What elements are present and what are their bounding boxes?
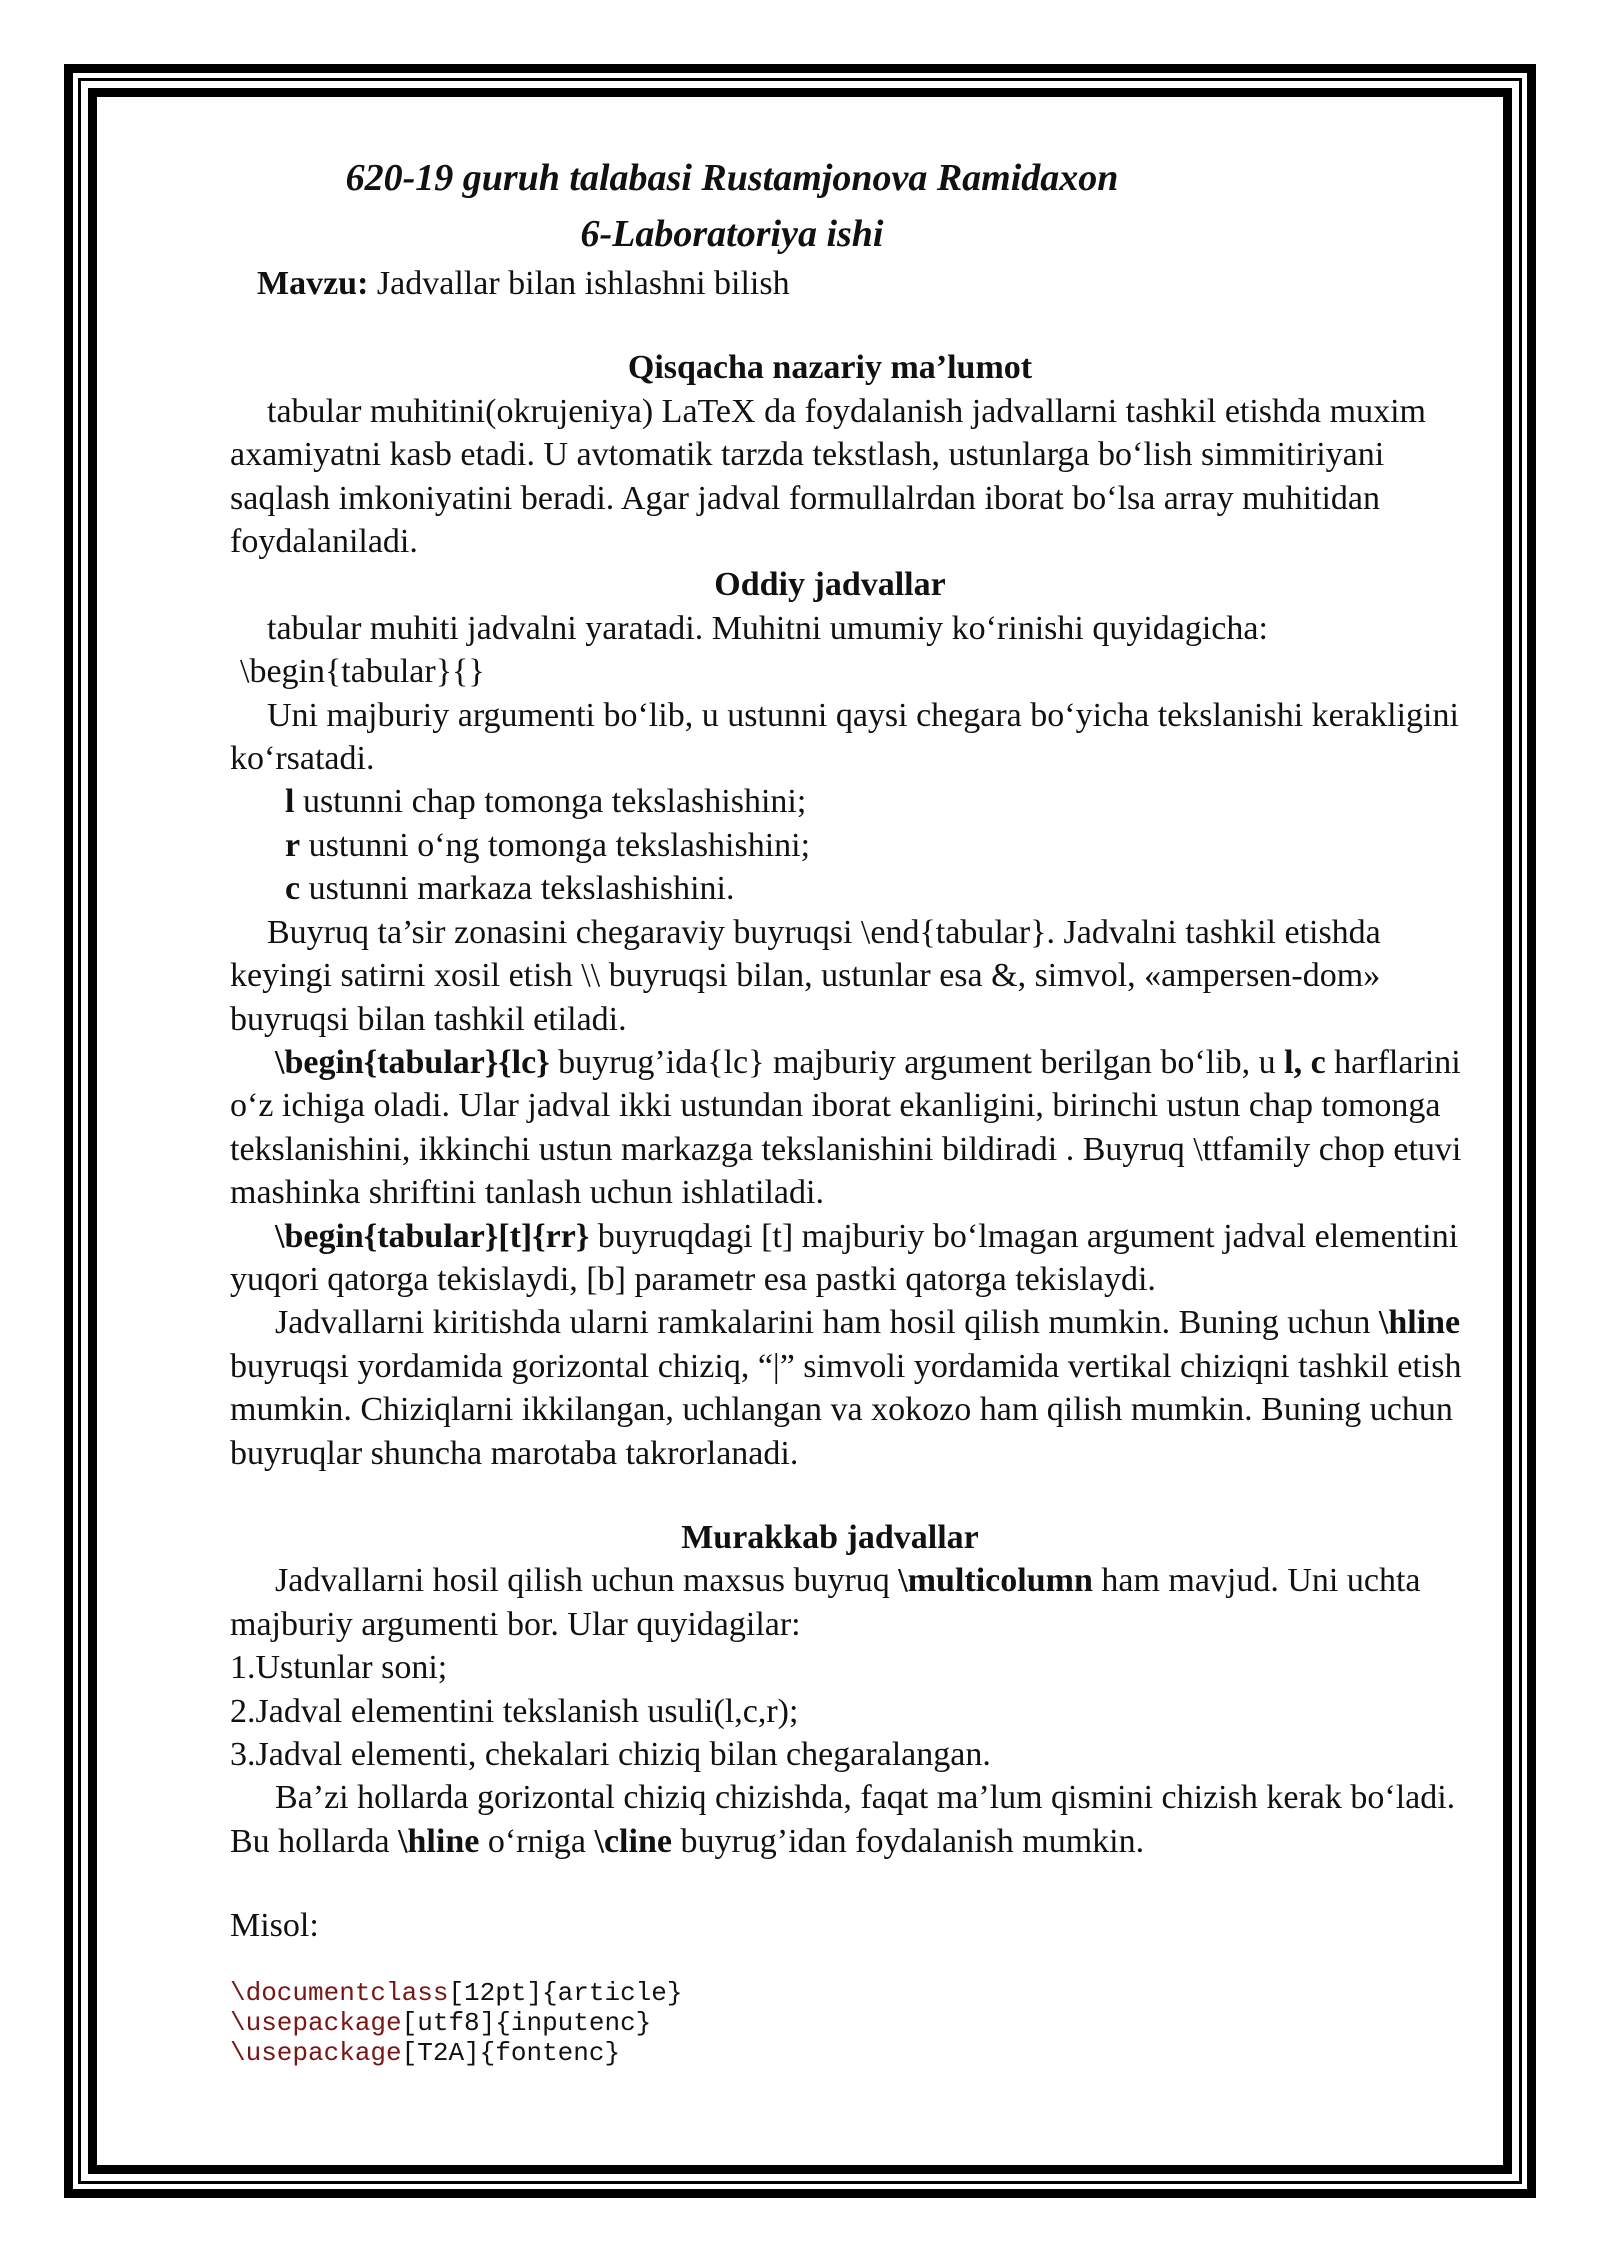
simple-paragraph-1: tabular muhiti jadvalni yaratadi. Muhitni umumiy ko‘rinishi quyidagicha: xyxy=(267,609,1268,647)
topic-text: Jadvallar bilan ishlashni bilish xyxy=(368,265,790,302)
theory-paragraph: tabular muhitini(okrujeniya) LaTeX da foydalanish jadvallarni tashkil etishda muxim axamiyatni kasb etadi. U avtomatik tarzda tekstlash, ustunlarga bo‘lish simmitiriyani saqlash imkoniyatini beradi. Agar jadval formullalrdan iborat bo‘lsa array muhitidan foydalaniladi. xyxy=(230,392,1426,561)
simple-paragraph-3: Buyruq ta’sir zonasini chegaraviy buyruqsi \end{tabular}. Jadvalni tashkil etishda keyingi satirni xosil etish \\ buyruqsi bilan, ustunlar esa &, simvol, «ampersen-dom» buyruqsi bilan tashkil etiladi. xyxy=(230,913,1381,1038)
document-body xyxy=(230,150,1480,2068)
simple-paragraph-2: Uni majburiy argumenti bo‘lib, u ustunni qaysi chegara bo‘yicha tekslanishi kerakligini ko‘rsatadi. xyxy=(230,696,1459,778)
code-block xyxy=(230,1978,1480,2068)
numbered-item: 3.Jadval elementi, chekalari chiziq bilan chegaralangan. xyxy=(230,1736,991,1773)
numbered-item: 1.Ustunlar soni; xyxy=(230,1649,448,1687)
list-item: l ustunni chap tomonga tekslashishini; xyxy=(285,783,807,821)
code-line: \usepackage[utf8]{inputenc} xyxy=(230,2007,652,2038)
simple-paragraph-6: Jadvallarni kiritishda ularni ramkalarini ham hosil qilish mumkin. Buning uchun \hline buyruqsi yordamida gorizontal chiziq, “|” simvoli yordamida vertikal chiziqni tashkil etish mumkin. Chiziqlarni ikkilangan, uchlangan va xokozo ham qilish mumkin. Buning uchun buyruqlar shuncha marotaba takrorlanadi. xyxy=(230,1304,1462,1472)
heading-simple-tables: Oddiy jadvallar xyxy=(714,566,946,604)
complex-paragraph-2: Ba’zi hollarda gorizontal chiziq chizishda, faqat ma’lum qismini chizish kerak bo‘ladi. Bu hollarda \hline o‘rniga \cline buyrug’idan foydalanish mumkin. xyxy=(230,1779,1456,1860)
code-inline: \begin{tabular}{} xyxy=(240,653,485,691)
code-line: \usepackage[T2A]{fontenc} xyxy=(230,2037,621,2068)
simple-paragraph-4: \begin{tabular}{lc} buyrug’ida{lc} majburiy argument berilgan bo‘lib, u l, c harflarini o‘z ichiga oladi. Ular jadval ikki ustundan iborat ekanligini, birinchi ustun chap tomonga tekslanishini, ikkinchi ustun markazga tekslanishini bildiradi . Buyruq \ttfamily chop etuvi mashinka shriftini tanlash uchun ishlatiladi. xyxy=(230,1043,1462,1212)
example-label: Misol: xyxy=(230,1907,319,1945)
title-lab: 6-Laboratoriya ishi xyxy=(580,213,884,255)
heading-complex-tables: Murakkab jadvallar xyxy=(681,1518,979,1556)
topic-label: Mavzu: xyxy=(257,265,369,302)
complex-paragraph-1: Jadvallarni hosil qilish uchun maxsus buyruq \multicolumn ham mavjud. Uni uchta majburiy argumenti bor. Ular quyidagilar: xyxy=(230,1562,1421,1643)
simple-paragraph-5: \begin{tabular}[t]{rr} buyruqdagi [t] majburiy bo‘lmagan argument jadval elementini yuqori qatorga tekislaydi, [b] parametr esa pastki qatorga tekislaydi. xyxy=(230,1217,1459,1298)
code-line: \documentclass[12pt]{article} xyxy=(230,1977,683,2008)
title-author: 620-19 guruh talabasi Rustamjonova Ramidaxon xyxy=(345,157,1119,199)
list-item: r ustunni o‘ng tomonga tekslashishini; xyxy=(285,826,811,864)
topic-line xyxy=(257,262,1480,305)
heading-theory: Qisqacha nazariy ma’lumot xyxy=(627,349,1033,387)
list-item: c ustunni markaza tekslashishini. xyxy=(285,870,735,908)
numbered-item: 2.Jadval elementini tekslanish usuli(l,c,r); xyxy=(230,1692,799,1730)
